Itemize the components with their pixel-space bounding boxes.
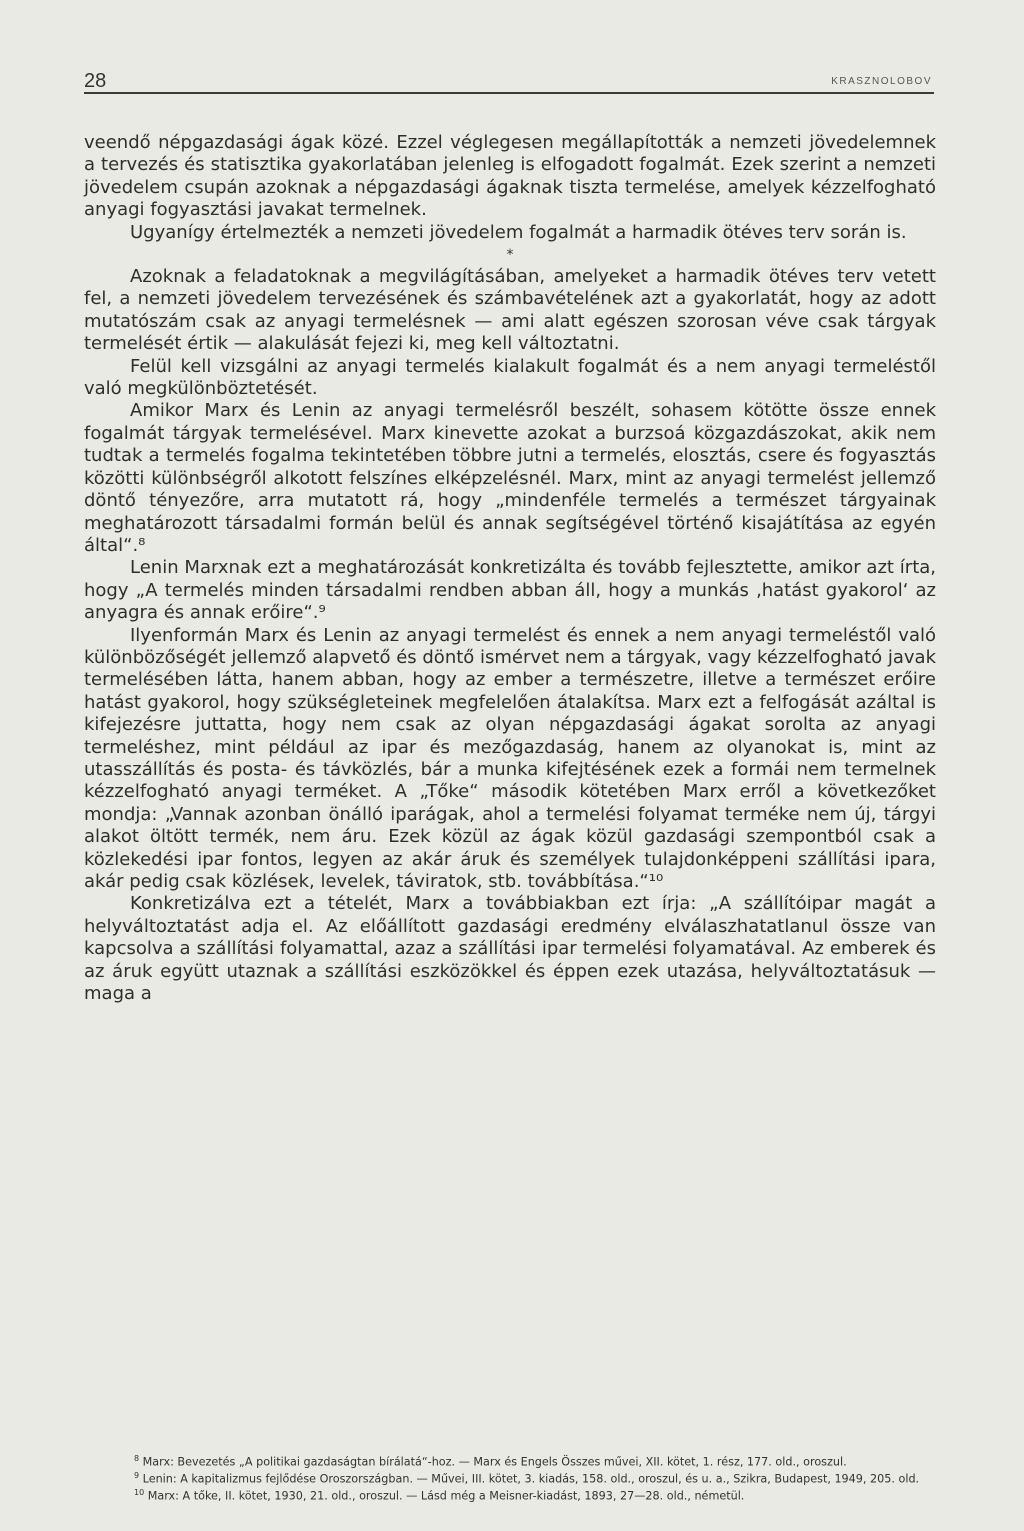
header-rule	[84, 92, 934, 94]
running-head: KRASZNOLOBOV	[831, 76, 932, 87]
paragraph: Konkretizálva ezt a tételét, Marx a továbbiakban ezt írja: „A szállítóipar magát a helyváltoztatást adja el. Az előállított gazdasági eredmény elválaszhatatlanul össze van kapcsolva a szállítási folyamattal, azaz a szállítási ipar termelési folyamatával. Az emberek és az áruk együtt utaznak a szállítási eszközökkel és éppen ezek utazása, helyváltoztatásuk — maga a	[84, 893, 936, 1005]
paragraph: veendő népgazdasági ágak közé. Ezzel véglegesen megállapították a nemzeti jövedelemnek a tervezés és statisztika gyakorlatában jelenleg is elfogadott fogalmát. Ezek szerint a nemzeti jövedelem csupán azoknak a népgazdasági ágaknak tiszta termelése, amelyek kézzelfogható anyagi fogyasztási javakat termelnek.	[84, 132, 936, 221]
body-text	[84, 132, 936, 1005]
footnote-label: 10	[134, 1488, 145, 1498]
footnote-label: 9	[134, 1471, 140, 1481]
footnote-label: 8	[134, 1454, 140, 1463]
paragraph: Ilyenformán Marx és Lenin az anyagi termelést és ennek a nem anyagi termeléstől való különbözőségét jellemző alapvető és döntő ismérvet nem a tárgyak, vagy kézzelfogható javak termelésében látta, hanem abban, hogy az ember a természetre, illetve a természet erőire hatást gyakorol, hogy szükségleteinek megfelelően átalakítsa. Marx ezt a felfogását azáltal is kifejezésre juttatta, hogy nem csak az olyan népgazdasági ágakat sorolta az anyagi termeléshez, mint például az ipar és mezőgazdaság, hanem az olyanokat is, mint az utasszállítás és posta- és távközlés, bár a munka kifejtésének ezek a formái nem termelnek kézzelfogható anyagi terméket. A „Tőke“ második kötetében Marx erről a következőket mondja: „Vannak azonban önálló iparágak, ahol a termelési folyamat terméke nem új, tárgyi alakot öltött termék, nem áru. Ezek közül az ágak közül gazdasági szempontból csak a közlekedési ipar fontos, legyen az akár áruk és személyek tulajdonképpeni szállítási ipara, akár pedig csak közlések, levelek, táviratok, stb. továbbítása.“¹⁰	[84, 624, 937, 892]
footnote	[84, 1452, 936, 1469]
page-number: 28	[84, 70, 107, 92]
section-separator: *	[506, 247, 514, 264]
paragraph: Azoknak a feladatoknak a megvilágításában, amelyeket a harmadik ötéves terv vetett fel, a nemzeti jövedelem tervezésének és számbavételének azt a gyakorlatát, hogy az adott mutatószám csak az anyagi termelésnek — ami alatt egészen szorosan véve csak tárgyak termelését értik — alakulását fejezi ki, meg kell változtatni.	[84, 266, 936, 355]
footnote-text: Marx: A tőke, II. kötet, 1930, 21. old., oroszul. — Lásd még a Meisner-kiadást, 1893, 27—28. old., németül.	[147, 1490, 745, 1504]
paragraph: Ugyanígy értelmezték a nemzeti jövedelem fogalmát a harmadik ötéves terv során is.	[130, 221, 907, 243]
footnote	[84, 1486, 936, 1503]
footnote-text: Marx: Bevezetés „A politikai gazdaságtan bírálatá“-hoz. — Marx és Engels Összes művei, XII. kötet, 1. rész, 177. old., oroszul.	[142, 1455, 847, 1469]
footnote-text: Lenin: A kapitalizmus fejlődése Oroszországban. — Művei, III. kötet, 3. kiadás, 158. old., oroszul, és u. a., Szikra, Budapest, 1949, 205. old.	[142, 1472, 920, 1486]
footnote	[84, 1469, 936, 1486]
paragraph: Amikor Marx és Lenin az anyagi termelésről beszélt, sohasem kötötte össze ennek fogalmát tárgyak termelésével. Marx kinevette azokat a burzsoá közgazdászokat, akik nem tudtak a termelés fogalma tekintetében többre jutni a termelés, elosztás, csere és fogyasztás közötti különbségről alkotott felszínes elképzelésnél. Marx, mint az anyagi termelést jellemző döntő tényezőre, arra mutatott rá, hogy „mindenféle termelés a természet tárgyainak meghatározott társadalmi formán belül és annak segítségével történő kisajátítása az egyén által“.⁸	[84, 400, 936, 556]
paragraph: Lenin Marxnak ezt a meghatározását konkretizálta és tovább fejlesztette, amikor azt írta, hogy „A termelés minden társadalmi rendben abban áll, hogy a munkás ‚hatást gyakorol‘ az anyagra és annak erőire“.⁹	[84, 557, 936, 624]
footnotes	[84, 1452, 936, 1503]
paragraph: Felül kell vizsgálni az anyagi termelés kialakult fogalmát és a nem anyagi termeléstől való megkülönböztetését.	[84, 355, 936, 400]
page-header	[84, 70, 936, 94]
